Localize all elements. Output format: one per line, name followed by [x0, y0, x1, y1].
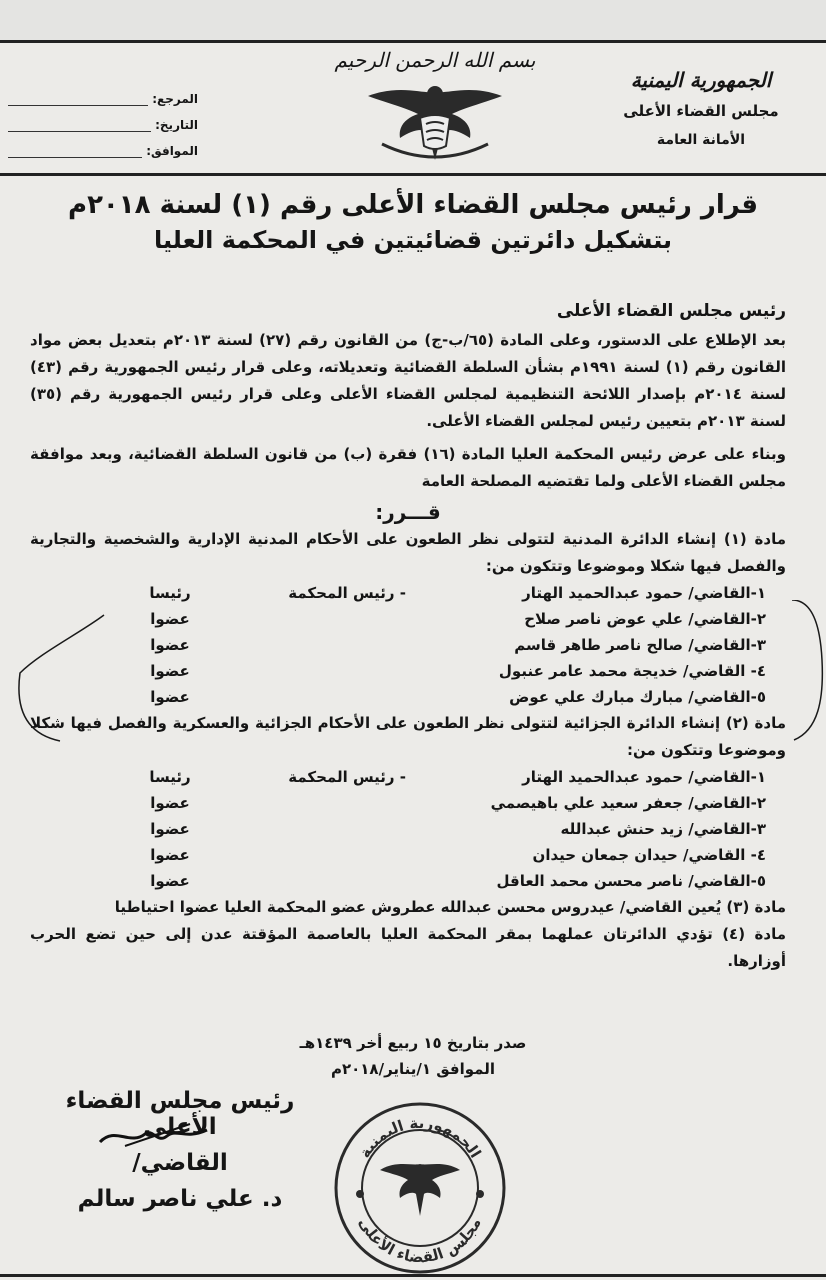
eagle-emblem-icon — [360, 74, 510, 166]
decree-body — [30, 298, 786, 975]
svg-text:الجمهورية اليمنية: الجمهورية اليمنية — [355, 1113, 485, 1162]
header-top-rule — [0, 40, 826, 43]
issue-date-gregorian: الموافق ١/يناير/٢٠١٨م — [330, 1060, 496, 1078]
list-item: ٣-القاضي/ زيد حنش عبدالله عضوا — [150, 820, 766, 838]
list-item: ٣-القاضي/ صالح ناصر طاهر قاسم عضوا — [150, 636, 766, 654]
list-item: ٤- القاضي/ حيدان جمعان حيدان عضوا — [150, 846, 766, 864]
handwritten-bracket-left-icon — [0, 583, 110, 743]
reference-fields — [8, 80, 198, 158]
issue-date — [0, 1030, 826, 1082]
title-line-2: بتشكيل دائرتين قضائيتين في المحكمة العليا — [153, 226, 673, 254]
decree-title — [20, 190, 806, 254]
emblem-block — [320, 48, 550, 166]
list-item: ١-القاضي/ حمود عبدالحميد الهتار - رئيس المحكمة رئيسا — [149, 768, 766, 786]
issuer-block — [616, 68, 786, 148]
article-1: مادة (١) إنشاء الدائرة المدنية لتتولى نظر الطعون على الأحكام المدنية الإدارية والشخصية والتجارية والفصل فيها شكلا وموضوعا وتتكون من: — [30, 530, 786, 575]
preamble-paragraph-2: وبناء على عرض رئيس المحكمة العليا المادة (١٦) فقرة (ب) من قانون السلطة القضائية، وبعد موافقة مجلس القضاء الأعلى ولما تقتضيه المصلحة العامة — [30, 445, 786, 490]
handwritten-bracket-right-icon — [790, 600, 826, 750]
official-seal-icon — [330, 1098, 510, 1278]
issue-date-hijri: صدر بتاريخ ١٥ ربيع أخر ١٤٣٩هـ — [299, 1034, 527, 1052]
article-4: مادة (٤) تؤدي الدائرتان عملهما بمقر المحكمة العليا بالعاصمة المؤقتة عدن إلى حين تضع الحرب أوزارها. — [30, 925, 786, 970]
list-item: ٥-القاضي/ ناصر محسن محمد العاقل عضوا — [150, 872, 766, 890]
secretariat-name: الأمانة العامة — [656, 132, 746, 148]
civil-circuit-members — [30, 580, 786, 710]
criminal-circuit-members — [30, 764, 786, 894]
top-margin — [0, 0, 826, 40]
signatory-title: رئيس مجلس القضاء الأعلى — [65, 1088, 295, 1140]
signatory-name: د. علي ناصر سالم — [77, 1186, 283, 1212]
list-item: ٢-القاضي/ جعفر سعيد علي باهيصمي عضوا — [150, 794, 766, 812]
preamble-heading: رئيس مجلس القضاء الأعلى — [556, 301, 786, 321]
preamble-paragraph-1: بعد الإطلاع على الدستور، وعلى المادة (٦٥/ب-ج) من القانون رقم (٢٧) لسنة ٢٠١٣م بتعديل بعض مواد القانون رقم (١) لسنة ١٩٩١م بشأن السلطة القضائية وتعديلاته، وعلى قرار رئيس الجمهورية رقم (٤٣) لسنة ٢٠١٤م بإصدار اللائحة التنظيمية لمجلس القضاء الأعلى وعلى قرار رئيس الجمهورية رقم (٣٥) لسنة ٢٠١٣م بتعيين رئيس لمجلس القضاء الأعلى. — [30, 331, 786, 430]
article-3: مادة (٣) يُعين القاضي/ عيدروس محسن عبدالله عطروش عضو المحكمة العليا عضوا احتياطيا — [114, 898, 786, 916]
basmala: بسم الله الرحمن الرحيم — [334, 48, 536, 72]
header-bottom-rule — [0, 173, 826, 176]
list-item: ٥-القاضي/ مبارك مبارك علي عوض عضوا — [150, 688, 766, 706]
corresponding-field: الموافق: — [8, 132, 198, 158]
council-name: مجلس القضاء الأعلى — [623, 102, 779, 120]
list-item: ٢-القاضي/ علي عوض ناصر صلاح عضوا — [150, 610, 766, 628]
ref-field: المرجع: — [8, 80, 198, 106]
list-item: ١-القاضي/ حمود عبدالحميد الهتار - رئيس المحكمة رئيسا — [149, 584, 766, 602]
decided-heading: قـــرر: — [375, 500, 441, 524]
list-item: ٤- القاضي/ خديجة محمد عامر عنبول عضوا — [150, 662, 766, 680]
signatory-judge-label: القاضي/ — [132, 1150, 228, 1176]
handwritten-signature-icon — [95, 1116, 215, 1156]
date-field: التاريخ: — [8, 106, 198, 132]
article-2: مادة (٢) إنشاء الدائرة الجزائية لتتولى نظر الطعون على الأحكام الجزائية والعسكرية والفصل فيها شكلا وموضوعا وتتكون من: — [30, 714, 786, 759]
bottom-rule — [0, 1274, 826, 1277]
country-name: الجمهورية اليمنية — [630, 68, 772, 92]
svg-text:مجلس القضاء الأعلى: مجلس القضاء الأعلى — [355, 1214, 485, 1267]
title-line-1: قرار رئيس مجلس القضاء الأعلى رقم (١) لسنة ٢٠١٨م — [68, 190, 758, 220]
